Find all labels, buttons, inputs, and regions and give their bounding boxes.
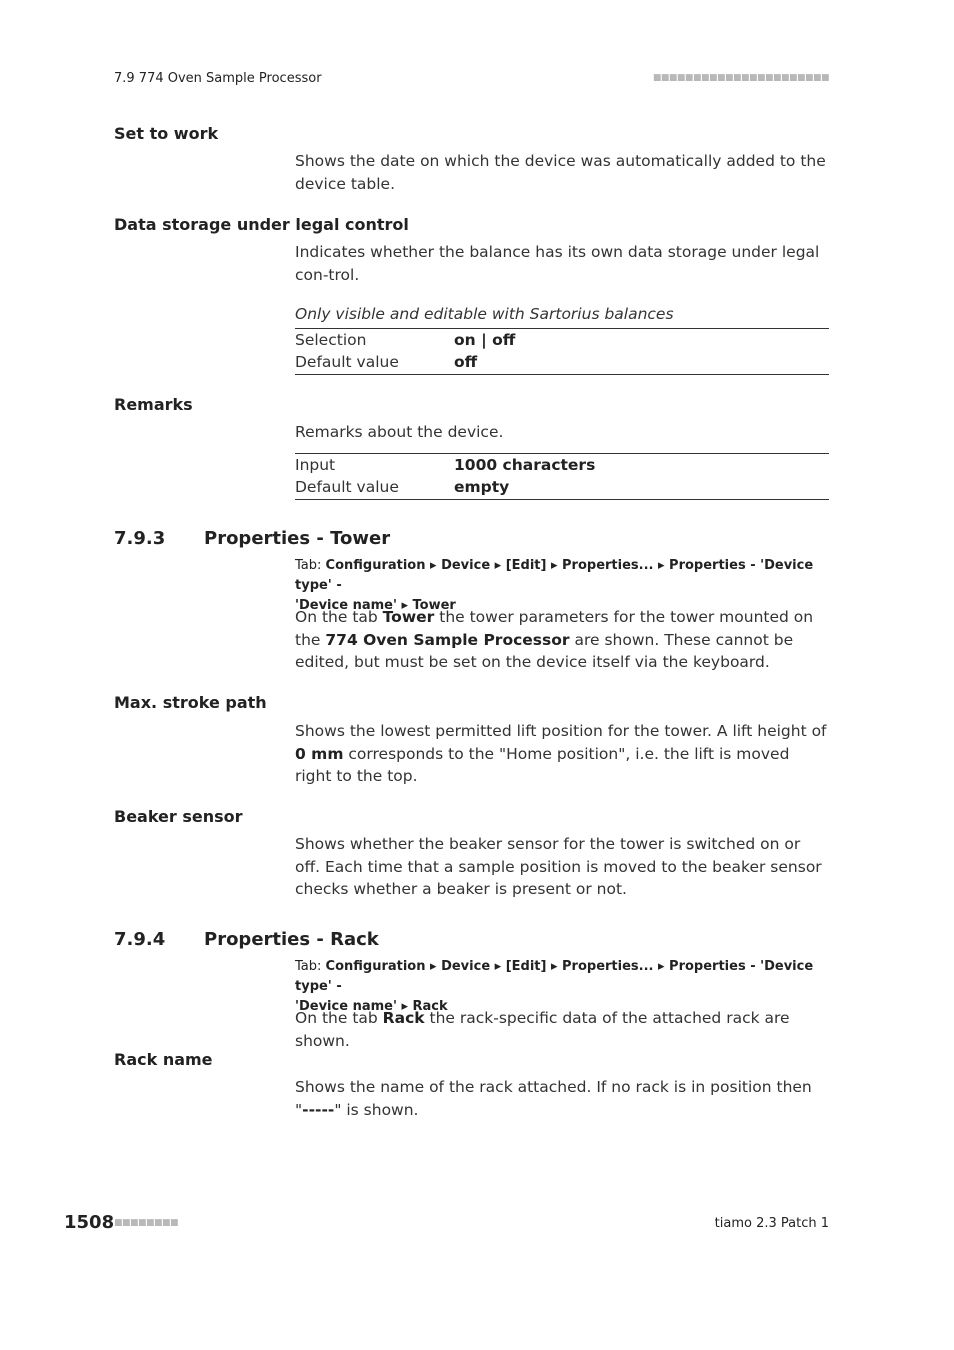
table-value: 1000 characters <box>454 456 596 474</box>
section-number-tower: 7.9.3 <box>114 528 166 549</box>
data-storage-note: Only visible and editable with Sartorius balances <box>295 305 674 323</box>
table-row <box>295 329 829 351</box>
table-key: Default value <box>295 478 399 496</box>
tab-path-line: 'Device name' ▸ Tower <box>295 598 456 613</box>
rack-name-description: Shows the name of the rack attached. If no rack is in position then "-----" is shown. <box>295 1078 812 1119</box>
data-storage-table <box>295 329 829 373</box>
page-number: 1508 <box>64 1212 115 1233</box>
section-number-rack: 7.9.4 <box>114 929 166 950</box>
tab-path-line: Configuration ▸ Device ▸ [Edit] ▸ Properties... ▸ Properties - 'Device type' - <box>295 558 814 593</box>
table-value: on | off <box>454 331 516 349</box>
table-row <box>295 454 829 476</box>
remarks-term: Remarks <box>114 395 193 414</box>
tab-prefix: Tab: <box>295 959 322 974</box>
section-title-tower: Properties - Tower <box>204 528 391 549</box>
max-stroke-term: Max. stroke path <box>114 693 267 712</box>
rack-name-term: Rack name <box>114 1050 213 1069</box>
data-storage-term: Data storage under legal control <box>114 215 409 234</box>
set-to-work-description: Shows the date on which the device was automatically added to the device table. <box>295 152 826 193</box>
table-key: Input <box>295 456 336 474</box>
running-header: 7.9 774 Oven Sample Processor <box>114 71 322 86</box>
tab-path-line: Configuration ▸ Device ▸ [Edit] ▸ Properties... ▸ Properties - 'Device type' - <box>295 959 814 994</box>
table-bottom-rule <box>295 499 829 500</box>
beaker-sensor-term: Beaker sensor <box>114 807 243 826</box>
remarks-table <box>295 454 829 498</box>
table-value: off <box>454 353 478 371</box>
table-value: empty <box>454 478 510 496</box>
product-name: tiamo 2.3 Patch 1 <box>714 1216 829 1231</box>
max-stroke-description: Shows the lowest permitted lift position for the tower. A lift height of 0 mm corresponds to the "Home position", i.e. the lift is moved right to the top. <box>295 722 827 785</box>
footer-decoration: ■■■■■■■■ <box>114 1218 179 1228</box>
data-storage-description: Indicates whether the balance has its own data storage under legal con-trol. <box>295 243 820 284</box>
beaker-sensor-description: Shows whether the beaker sensor for the tower is switched on or off. Each time that a sample position is moved to the beaker sensor checks whether a beaker is present or not. <box>295 835 822 898</box>
tab-path-line: 'Device name' ▸ Rack <box>295 999 448 1014</box>
table-bottom-rule <box>295 374 829 375</box>
table-key: Selection <box>295 331 367 349</box>
table-row <box>295 351 829 373</box>
tower-intro: On the tab Tower the tower parameters for the tower mounted on the 774 Oven Sample Processor are shown. These cannot be edited, but must be set on the device itself via the keyboard. <box>295 608 814 671</box>
section-title-rack: Properties - Rack <box>204 929 379 950</box>
header-decoration: ■■■■■■■■■■■■■■■■■■■■■■ <box>652 73 829 83</box>
remarks-description: Remarks about the device. <box>295 423 504 441</box>
tab-prefix: Tab: <box>295 558 322 573</box>
table-row <box>295 476 829 498</box>
table-key: Default value <box>295 353 399 371</box>
set-to-work-term: Set to work <box>114 124 219 143</box>
rack-intro: On the tab Rack the rack-specific data of the attached rack are shown. <box>295 1009 790 1050</box>
